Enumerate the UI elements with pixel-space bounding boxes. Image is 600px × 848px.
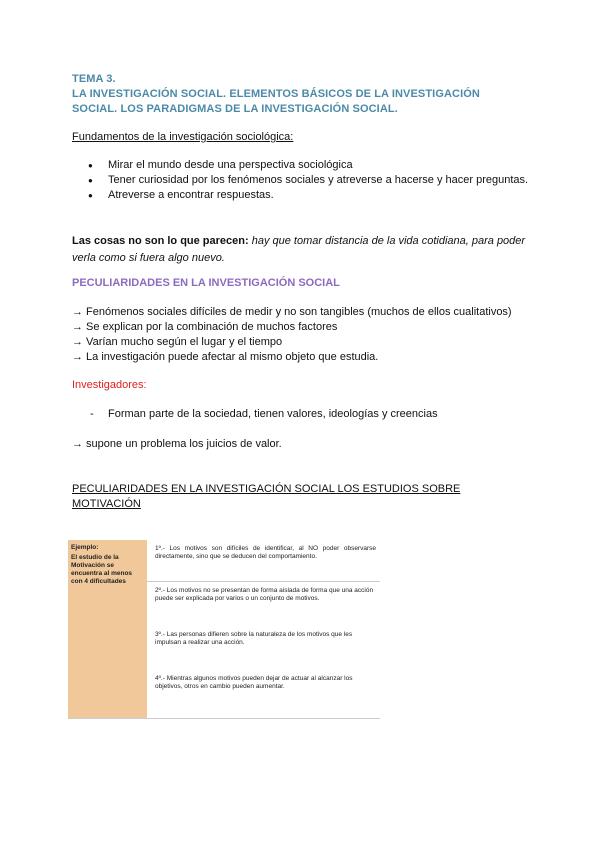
- investigadores-heading: Investigadores:: [72, 379, 147, 391]
- peculiaridades-heading: PECULIARIDADES EN LA INVESTIGACIÓN SOCIAL: [72, 277, 340, 289]
- fundamentos-heading: Fundamentos de la investigación sociológica:: [72, 131, 294, 143]
- table-row: 4º.- Mientras algunos motivos pueden dejar de actuar al alcanzar los objetivos, otros en cambio pueden aumentar.: [155, 675, 353, 690]
- motivacion-heading-line-2: MOTIVACIÓN: [72, 498, 141, 510]
- table-row: 1º.- Los motivos son difíciles de identificar, al NO poder observarse directamente, sino que se deducen del comportamiento.: [147, 540, 380, 582]
- list-item: → Se explican por la combinación de muchos factores: [72, 321, 338, 333]
- list-item: → Fenómenos sociales difíciles de medir y no son tangibles (muchos de ellos cualitativos): [72, 306, 512, 318]
- list-item: → La investigación puede afectar al mismo objeto que estudia.: [72, 351, 379, 363]
- cosas-bold: Las cosas no son lo que parecen:: [72, 235, 249, 247]
- motivacion-heading: [72, 482, 492, 512]
- fundamentos-list: [72, 158, 542, 203]
- page-title: [72, 72, 532, 117]
- peculiaridades-list: [72, 305, 542, 365]
- list-item: → Varían mucho según el lugar y el tiempo: [72, 336, 283, 348]
- table-row: 2º.- Los motivos no se presentan de forma aislada de forma que una acción puede ser explicada por varios o un conjunto de motivos.: [155, 587, 374, 602]
- title-line-2: LA INVESTIGACIÓN SOCIAL. ELEMENTOS BÁSICOS DE LA INVESTIGACIÓN: [72, 88, 480, 100]
- investigadores-item-text: Forman parte de la sociedad, tienen valores, ideologías y creencias: [108, 408, 438, 420]
- cosas-italic: hay que tomar distancia de la vida cotidiana, para poder verla como si fuera algo nuevo.: [72, 235, 526, 264]
- table-left-cell: [68, 540, 147, 718]
- supone-line: → supone un problema los juicios de valor.: [72, 438, 282, 450]
- table-left-body: El estudio de la Motivación se encuentra al menos con 4 dificultades: [71, 554, 133, 585]
- table-right-cell: [147, 540, 380, 718]
- list-item: ● Atreverse a encontrar respuestas.: [72, 188, 542, 203]
- motivacion-heading-line-1: PECULIARIDADES EN LA INVESTIGACIÓN SOCIAL LOS ESTUDIOS SOBRE: [72, 483, 461, 495]
- motivacion-table: [68, 540, 380, 719]
- title-line-3: SOCIAL. LOS PARADIGMAS DE LA INVESTIGACIÓN SOCIAL.: [72, 103, 398, 115]
- dash-marker: -: [90, 408, 94, 420]
- cosas-paragraph: [72, 233, 532, 267]
- table-row: 3º.- Las personas difieren sobre la naturaleza de los motivos que les impulsan a realizar una acción.: [155, 631, 353, 646]
- title-line-1: TEMA 3.: [72, 73, 116, 85]
- table-left-title: Ejemplo:: [71, 544, 99, 551]
- list-item: ● Tener curiosidad por los fenómenos sociales y atreverse a hacerse y hacer preguntas.: [72, 173, 542, 188]
- list-item: ● Mirar el mundo desde una perspectiva sociológica: [72, 158, 542, 173]
- investigadores-item: [90, 408, 438, 420]
